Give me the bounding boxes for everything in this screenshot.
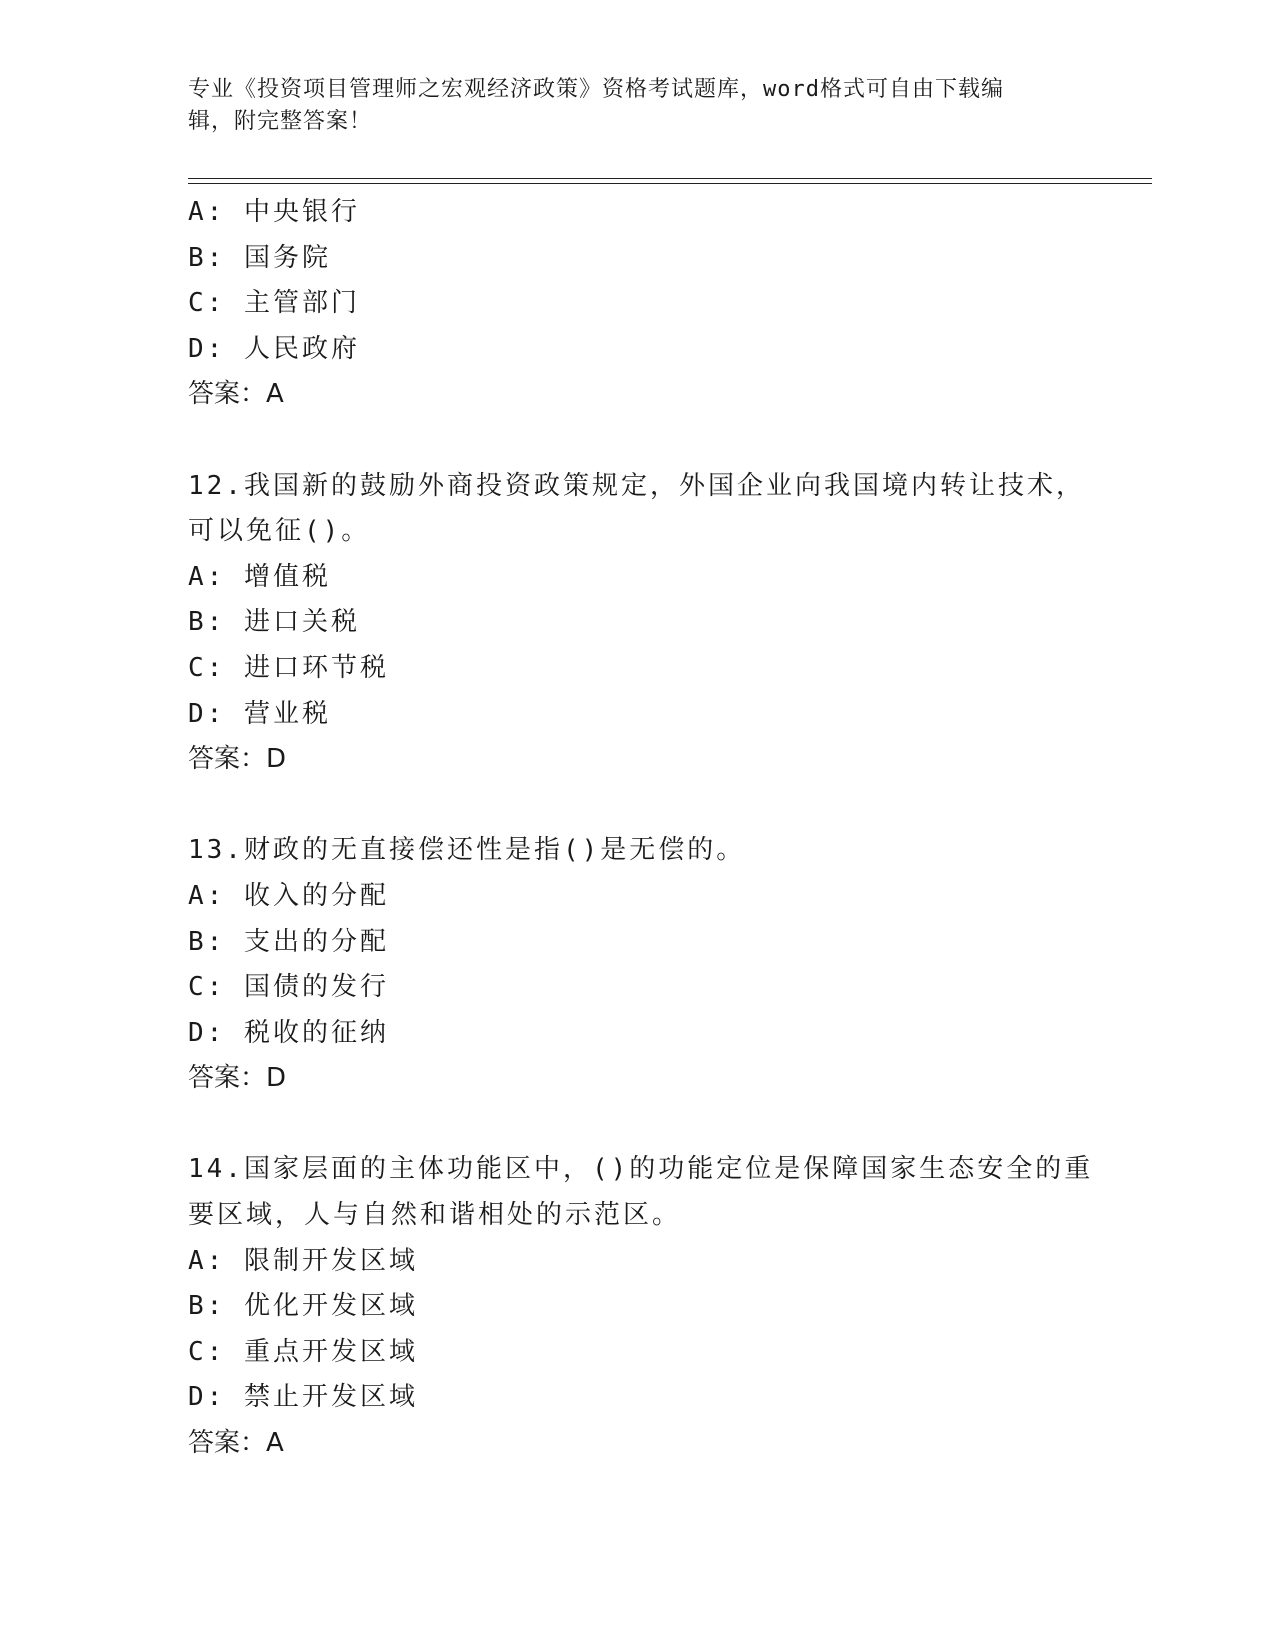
header-line-2: 辑，附完整答案！: [188, 109, 373, 134]
option-b: B: 国务院: [188, 242, 331, 273]
question-stem-cont: 要区域，人与自然和谐相处的示范区。: [188, 1200, 682, 1231]
spacer: [188, 783, 1088, 829]
spacer: [188, 418, 1088, 464]
option-c: C: 重点开发区域: [188, 1336, 418, 1367]
option-a: A: 限制开发区域: [188, 1245, 418, 1276]
header-line-1: 专业《投资项目管理师之宏观经济政策》资格考试题库，word格式可自由下载编: [188, 77, 1004, 102]
option-a: A: 增值税: [188, 561, 331, 592]
spacer: [188, 1102, 1088, 1148]
option-d: D: 税收的征纳: [188, 1017, 389, 1048]
question-block-11: [188, 190, 1088, 418]
option-a: A: 收入的分配: [188, 880, 389, 911]
option-b: B: 进口关税: [188, 607, 360, 638]
option-b: B: 支出的分配: [188, 926, 389, 957]
question-stem: 12.我国新的鼓励外商投资政策规定，外国企业向我国境内转让技术，: [188, 470, 1085, 501]
option-c: C: 主管部门: [188, 288, 360, 319]
option-c: C: 国债的发行: [188, 972, 389, 1003]
question-stem-cont: 可以免征()。: [188, 516, 371, 547]
document-header: [188, 74, 1088, 138]
question-stem: 13.财政的无直接偿还性是指()是无偿的。: [188, 835, 746, 866]
question-block-14: [188, 1147, 1094, 1466]
answer-line: 答案：A: [188, 1428, 284, 1459]
answer-line: 答案：D: [188, 744, 287, 775]
question-block-12: [188, 464, 1088, 783]
answer-line: 答案：A: [188, 379, 284, 410]
header-divider-bottom: [188, 183, 1152, 184]
option-c: C: 进口环节税: [188, 652, 389, 683]
option-d: D: 营业税: [188, 698, 331, 729]
header-divider-top: [188, 178, 1152, 179]
option-b: B: 优化开发区域: [188, 1291, 418, 1322]
option-d: D: 人民政府: [188, 333, 360, 364]
answer-line: 答案：D: [188, 1063, 287, 1094]
question-block-13: [188, 828, 1088, 1102]
option-a: A: 中央银行: [188, 197, 360, 227]
option-d: D: 禁止开发区域: [188, 1382, 418, 1413]
question-stem: 14.国家层面的主体功能区中，()的功能定位是保障国家生态安全的重: [188, 1154, 1094, 1185]
question-list: [188, 190, 1094, 1467]
